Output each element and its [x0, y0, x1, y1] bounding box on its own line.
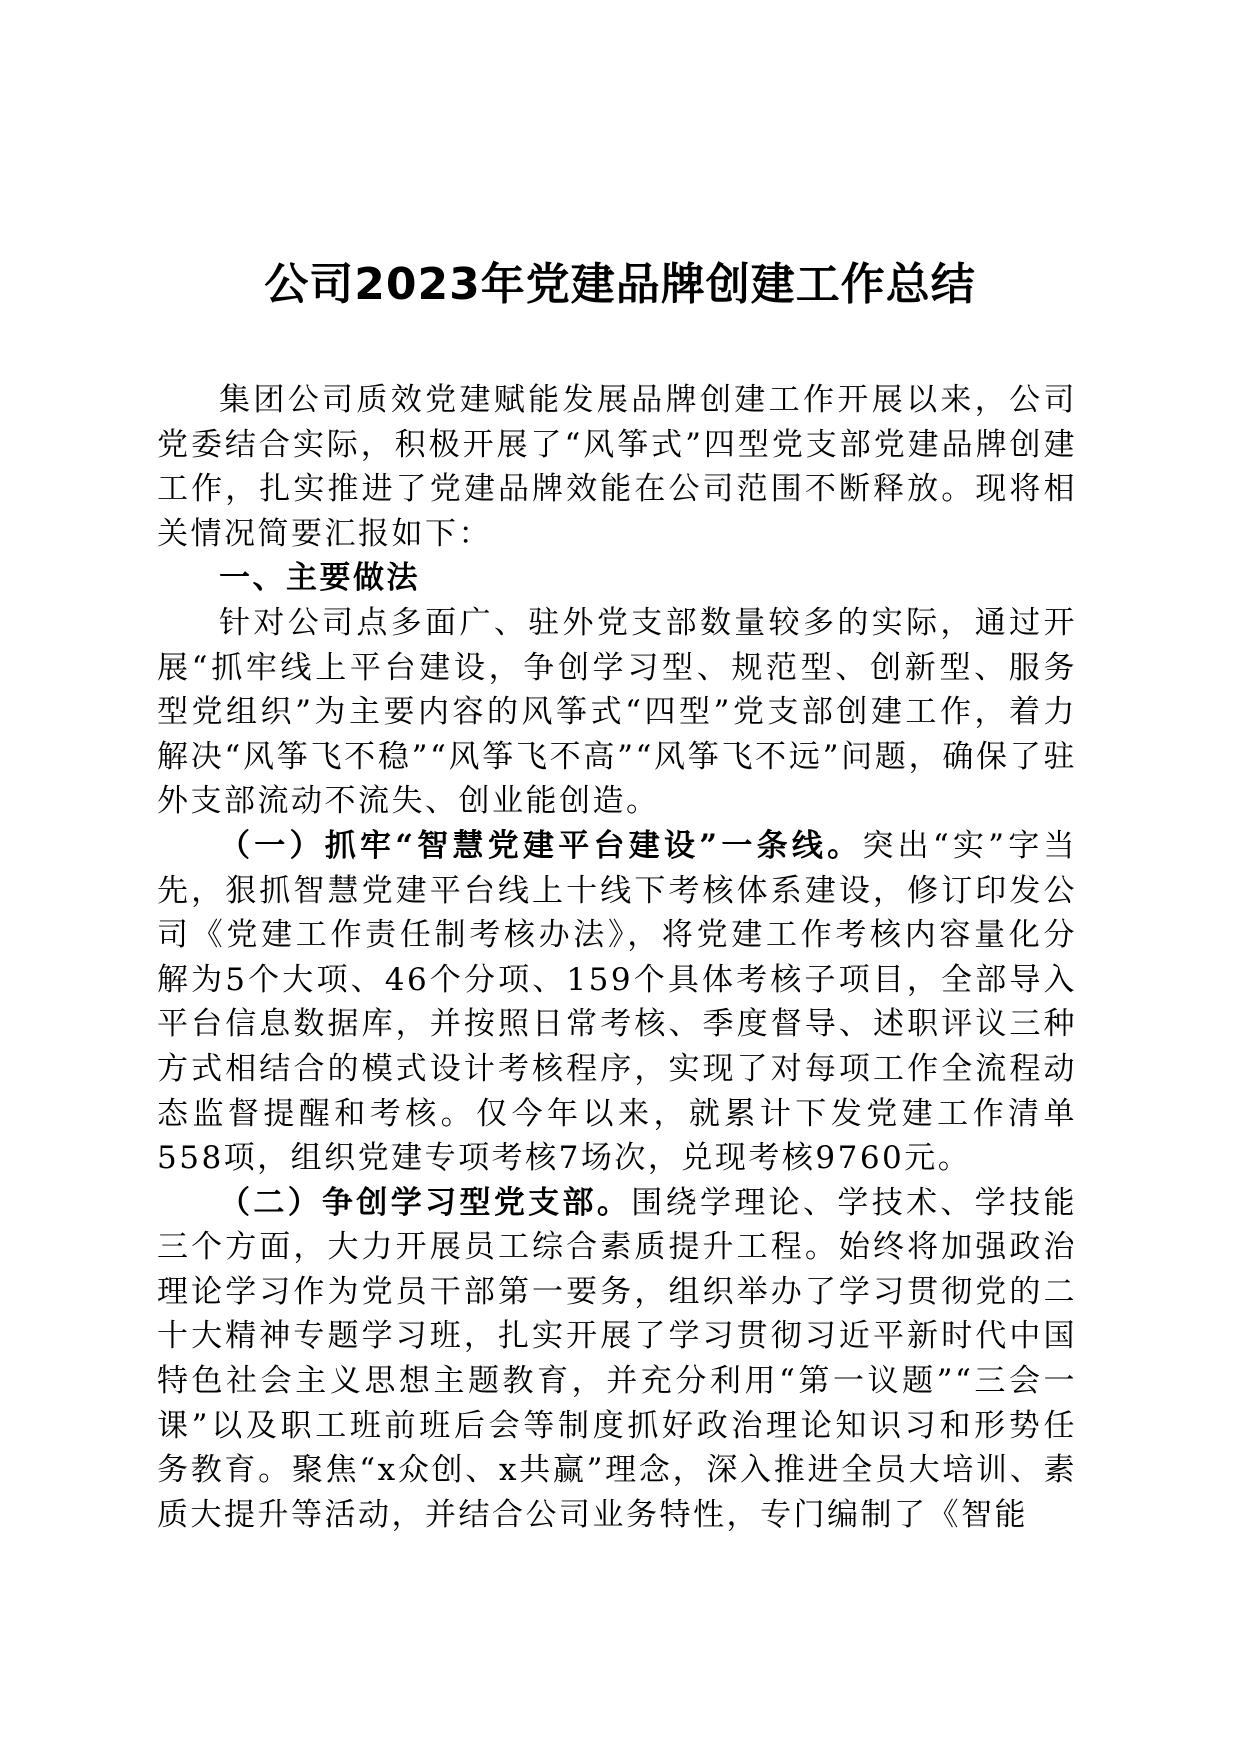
section-heading-main-practices: 一、主要做法 [219, 560, 420, 597]
document-body [157, 378, 1077, 1537]
section-paragraph: 针对公司点多面广、驻外党支部数量较多的实际，通过开展“抓牢线上平台建设，争创学习型、规范型、创新型、服务型党组织”为主要内容的风筝式“四型”党支部创建工作，着力解决“风筝飞不稳”“风筝飞不高”“风筝飞不远”问题，确保了驻外支部流动不流失、创业能创造。 [157, 604, 1077, 820]
subsection-lead-1: （一）抓牢“智慧党建平台建设”一条线。 [219, 827, 863, 864]
subsection-paragraph-1 [157, 824, 1077, 1181]
intro-paragraph: 集团公司质效党建赋能发展品牌创建工作开展以来，公司党委结合实际，积极开展了“风筝式”四型党支部党建品牌创建工作，扎实推进了党建品牌效能在公司范围不断释放。现将相关情况简要汇报如下： [157, 382, 1077, 552]
subsection-text-2: 围绕学理论、学技术、学技能三个方面，大力开展员工综合素质提升工程。始终将加强政治理论学习作为党员干部第一要务，组织举办了学习贯彻党的二十大精神专题学习班，扎实开展了学习贯彻习近平新时代中国特色社会主义思想主题教育，并充分利用“第一议题”“三会一课”以及职工班前班后会等制度抓好政治理论知识习和形势任务教育。聚焦“x众创、x共赢”理念，深入推进全员大培训、素质大提升等活动，并结合公司业务特性，专门编制了《智能 [157, 1184, 1077, 1533]
subsection-text-1: 突出“实”字当先，狠抓智慧党建平台线上十线下考核体系建设，修订印发公司《党建工作责任制考核办法》，将党建工作考核内容量化分解为5个大项、46个分项、159个具体考核子项目，全部导入平台信息数据库，并按照日常考核、季度督导、述职评议三种方式相结合的模式设计考核程序，实现了对每项工作全流程动态监督提醒和考核。仅今年以来，就累计下发党建工作清单558项，组织党建专项考核7场次，兑现考核9760元。 [157, 827, 1077, 1177]
document-title: 公司2023年党建品牌创建工作总结 [264, 259, 976, 310]
subsection-paragraph-2 [157, 1181, 1077, 1538]
subsection-lead-2: （二）争创学习型党支部。 [219, 1184, 632, 1221]
